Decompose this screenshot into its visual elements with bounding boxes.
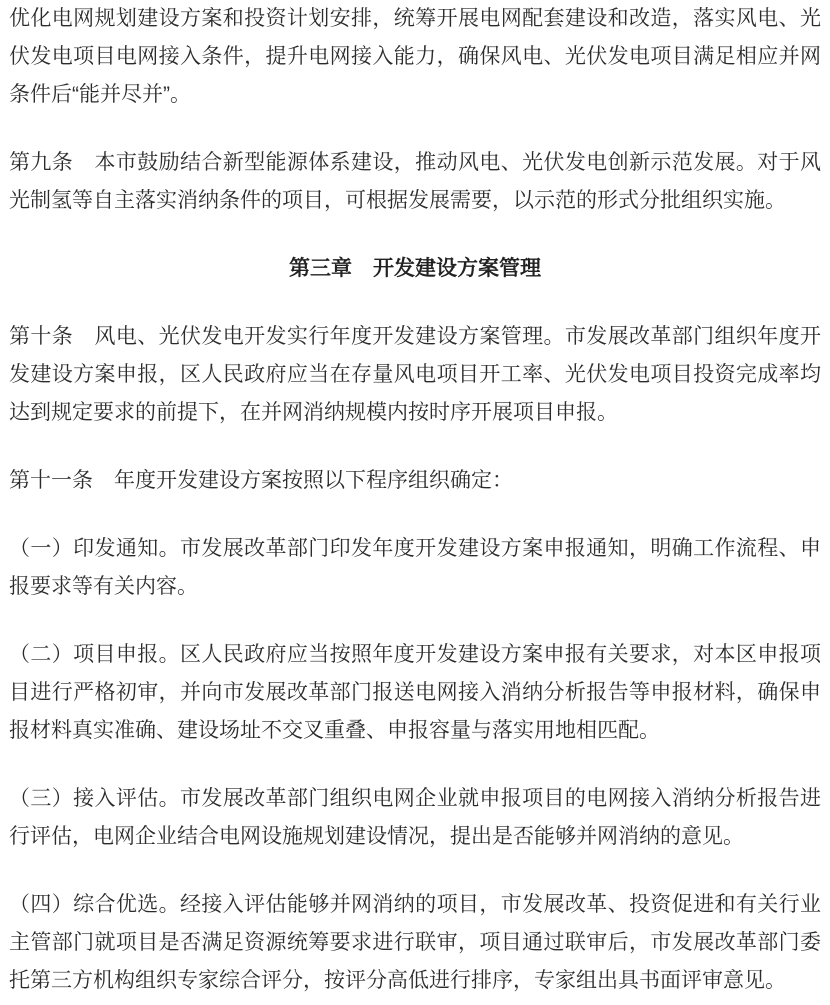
paragraph-item-3-access-evaluation: （三）接入评估。市发展改革部门组织电网企业就申报项目的电网接入消纳分析报告进行评估，电网企业结合电网设施规划建设情况，提出是否能够并网消纳的意见。 xyxy=(9,787,821,848)
paragraph-item-4-comprehensive-selection: （四）综合优选。经接入评估能够并网消纳的项目，市发展改革、投资促进和有关行业主管部门就项目是否满足资源统筹要求进行联审，项目通过联审后，市发展改革部门委托第三方机构组织专家综合评分，按评分高低进行排序，专家组出具书面评审意见。 xyxy=(9,893,821,992)
paragraph-item-1-issue-notice: （一）印发通知。市发展改革部门印发年度开发建设方案申报通知，明确工作流程、申报要求等有关内容。 xyxy=(9,537,821,598)
paragraph-article-10: 第十条 风电、光伏发电开发实行年度开发建设方案管理。市发展改革部门组织年度开发建设方案申报，区人民政府应当在存量风电项目开工率、光伏发电项目投资完成率均达到规定要求的前提下，在并网消纳规模内按时序开展项目申报。 xyxy=(9,325,821,424)
paragraph-article-9: 第九条 本市鼓励结合新型能源体系建设，推动风电、光伏发电创新示范发展。对于风光制氢等自主落实消纳条件的项目，可根据发展需要，以示范的形式分批组织实施。 xyxy=(9,151,821,212)
paragraph-article-11: 第十一条 年度开发建设方案按照以下程序组织确定： xyxy=(9,469,513,492)
chapter-heading: 第三章 开发建设方案管理 xyxy=(289,257,541,280)
paragraph-item-2-project-application: （二）项目申报。区人民政府应当按照年度开发建设方案申报有关要求，对本区申报项目进行严格初审，并向市发展改革部门报送电网接入消纳分析报告等申报材料，确保申报材料真实准确、建设场址不交叉重叠、申报容量与落实用地相匹配。 xyxy=(9,643,821,742)
paragraph-grid-planning: 优化电网规划建设方案和投资计划安排，统筹开展电网配套建设和改造，落实风电、光伏发电项目电网接入条件，提升电网接入能力，确保风电、光伏发电项目满足相应并网条件后“能并尽并”。 xyxy=(9,7,821,106)
